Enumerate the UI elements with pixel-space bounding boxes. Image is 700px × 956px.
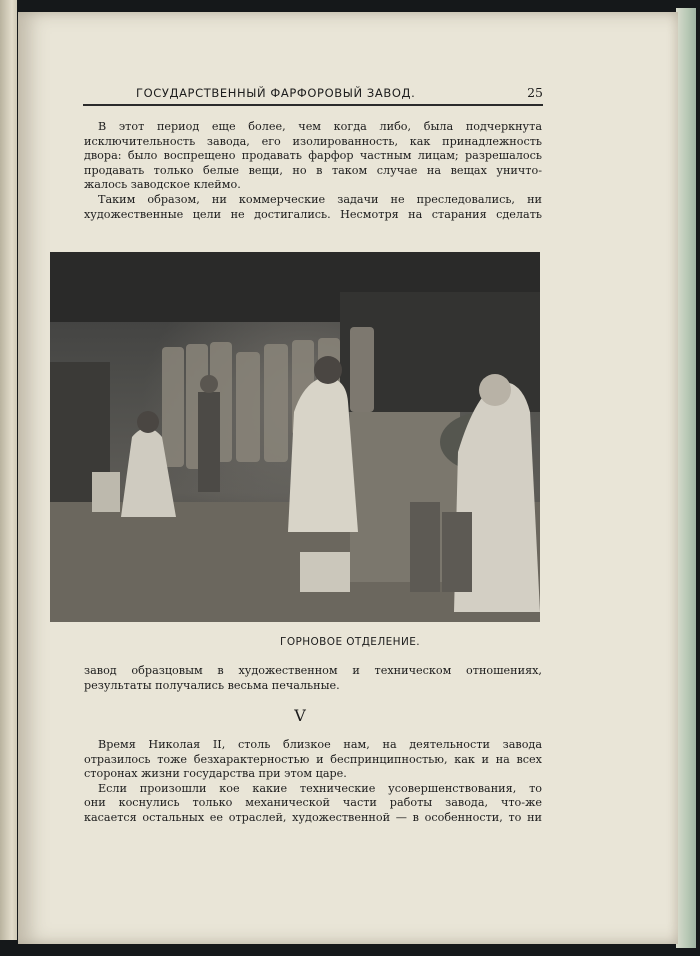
text-line: В этот период еще более, чем когда либо, была подчеркнута	[98, 120, 542, 133]
paragraph	[84, 782, 542, 826]
continued-text	[84, 664, 542, 693]
text-line: исключительность завода, его изолированность, как принадлежность	[84, 134, 542, 148]
text-line: отразилось тоже безхарактерностью и беспринципностью, как и на всех	[84, 752, 542, 766]
text-line: они коснулись только механической части работы завода, что-же	[84, 796, 542, 810]
text-line: касается остальных ее отраслей, художественной — в особенности, то ни	[84, 810, 542, 824]
left-page-edge	[0, 0, 17, 940]
page-number: 25	[527, 85, 543, 100]
text-line: продавать только белые вещи, но в таком случае на вещах уничто-	[84, 163, 542, 177]
section-numeral: V	[294, 706, 306, 725]
running-head	[83, 86, 543, 106]
kiln-workshop-photo	[50, 252, 540, 622]
book-cover-edge	[676, 8, 696, 948]
text-line: жалось заводское клеймо.	[84, 178, 241, 192]
paragraph	[84, 738, 542, 782]
text-line: завод образцовым в художественном и техническом отношениях,	[84, 664, 542, 677]
section-text	[84, 738, 542, 826]
text-line: Время Николая II, столь близкое нам, на деятельности завода	[98, 738, 542, 751]
text-line: художественные цели не достигались. Несмотря на старания сделать	[84, 207, 542, 221]
running-title: ГОСУДАРСТВЕННЫЙ ФАРФОРОВЫЙ ЗАВОД.	[136, 86, 416, 100]
paragraph	[84, 193, 542, 222]
top-text	[84, 120, 542, 222]
paragraph	[84, 120, 542, 193]
text-line: Если произошли кое какие технические усовершенствования, то	[98, 781, 542, 795]
text-line: результаты получались весьма печальные.	[84, 678, 340, 692]
text-line: сторонах жизни государства при этом царе.	[84, 767, 347, 781]
figure-caption: ГОРНОВОЕ ОТДЕЛЕНИЕ.	[280, 636, 420, 648]
text-line: двора: было воспрещено продавать фарфор частным лицам; разрешалось	[84, 149, 542, 163]
text-line: Таким образом, ни коммерческие задачи не преследовались, ни	[98, 192, 542, 206]
